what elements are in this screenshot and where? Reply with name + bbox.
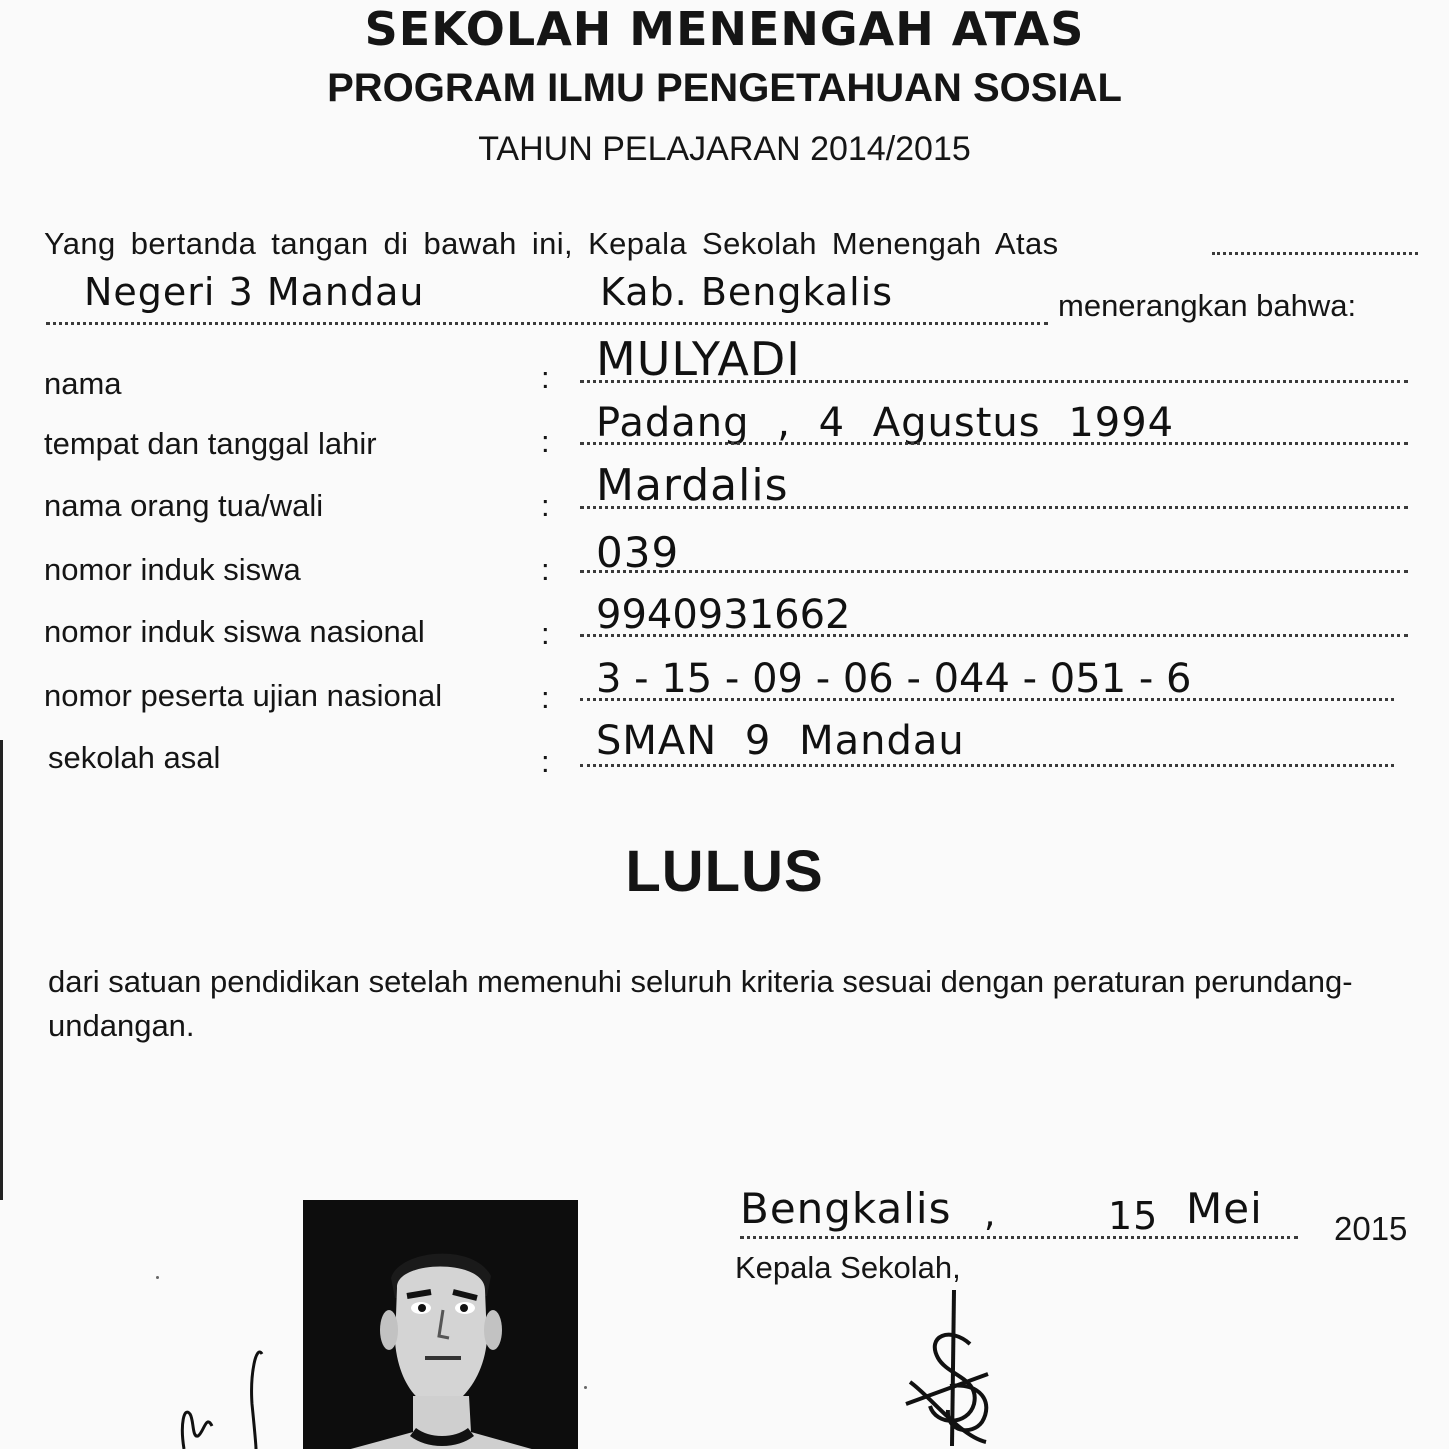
field-dotted-line (580, 442, 1408, 445)
field-value-ujian: 3 - 15 - 09 - 06 - 044 - 051 - 6 (596, 656, 1192, 702)
statement-text: dari satuan pendidikan setelah memenuhi seluruh kriteria sesuai dengan peraturan perundang-undangan. (48, 964, 1353, 1043)
stray-dot (156, 1276, 159, 1279)
program-title: PROGRAM ILMU PENGETAHUAN SOSIAL (327, 66, 1122, 110)
signature-icon (890, 1286, 1010, 1449)
signature-month: Mei (1186, 1184, 1263, 1233)
field-label-ttl: tempat dan tanggal lahir (44, 426, 377, 461)
intro-dotted-line-2 (46, 322, 1048, 325)
academic-year: TAHUN PELAJARAN 2014/2015 (478, 130, 971, 168)
graduation-status: LULUS (625, 839, 824, 904)
intro-school-handwritten: Negeri 3 Mandau (84, 270, 425, 314)
field-label-nama: nama (44, 366, 122, 401)
signature-date-dotted-line (740, 1236, 1298, 1239)
field-dotted-line (580, 634, 1408, 637)
field-colon: : (541, 616, 550, 651)
field-value-nisn: 9940931662 (596, 592, 851, 638)
field-colon: : (541, 552, 550, 587)
field-dotted-line (580, 764, 1394, 767)
field-value-ttl: Padang , 4 Agustus 1994 (596, 400, 1175, 446)
field-colon: : (541, 680, 550, 715)
field-label-ujian: nomor peserta ujian nasional (44, 678, 443, 713)
intro-suffix: menerangkan bahwa: (1058, 288, 1357, 323)
page-edge-shadow (0, 740, 3, 1200)
field-colon: : (541, 424, 550, 459)
field-dotted-line (580, 380, 1408, 383)
field-label-nis: nomor induk siswa (44, 552, 301, 587)
field-label-asal: sekolah asal (48, 740, 221, 775)
stray-dot (584, 1386, 587, 1389)
field-colon: : (541, 488, 550, 523)
field-value-nis: 039 (596, 528, 680, 577)
field-label-nisn: nomor induk siswa nasional (44, 614, 425, 649)
field-colon: : (541, 360, 550, 395)
signature-day: 15 (1108, 1194, 1159, 1238)
school-title: SEKOLAH MENENGAH ATAS (364, 2, 1085, 56)
signature-year: 2015 (1334, 1210, 1408, 1247)
intro-dotted-line (1212, 252, 1418, 255)
signature-place: Bengkalis (740, 1184, 952, 1233)
signature-icon (176, 1344, 276, 1449)
field-value-nama: MULYADI (596, 332, 801, 386)
field-label-parent: nama orang tua/wali (44, 488, 324, 523)
signature-title: Kepala Sekolah, (735, 1250, 961, 1285)
intro-regency-handwritten: Kab. Bengkalis (600, 270, 894, 314)
intro-text: Yang bertanda tangan di bawah ini, Kepala Sekolah Menengah Atas (44, 226, 1059, 261)
field-value-parent: Mardalis (596, 460, 789, 511)
field-dotted-line (580, 570, 1408, 573)
signature-comma: , (984, 1194, 997, 1235)
student-photo (303, 1200, 578, 1449)
field-value-asal: SMAN 9 Mandau (596, 718, 965, 764)
field-dotted-line (580, 698, 1394, 701)
field-dotted-line (580, 506, 1408, 509)
field-colon: : (541, 744, 550, 779)
